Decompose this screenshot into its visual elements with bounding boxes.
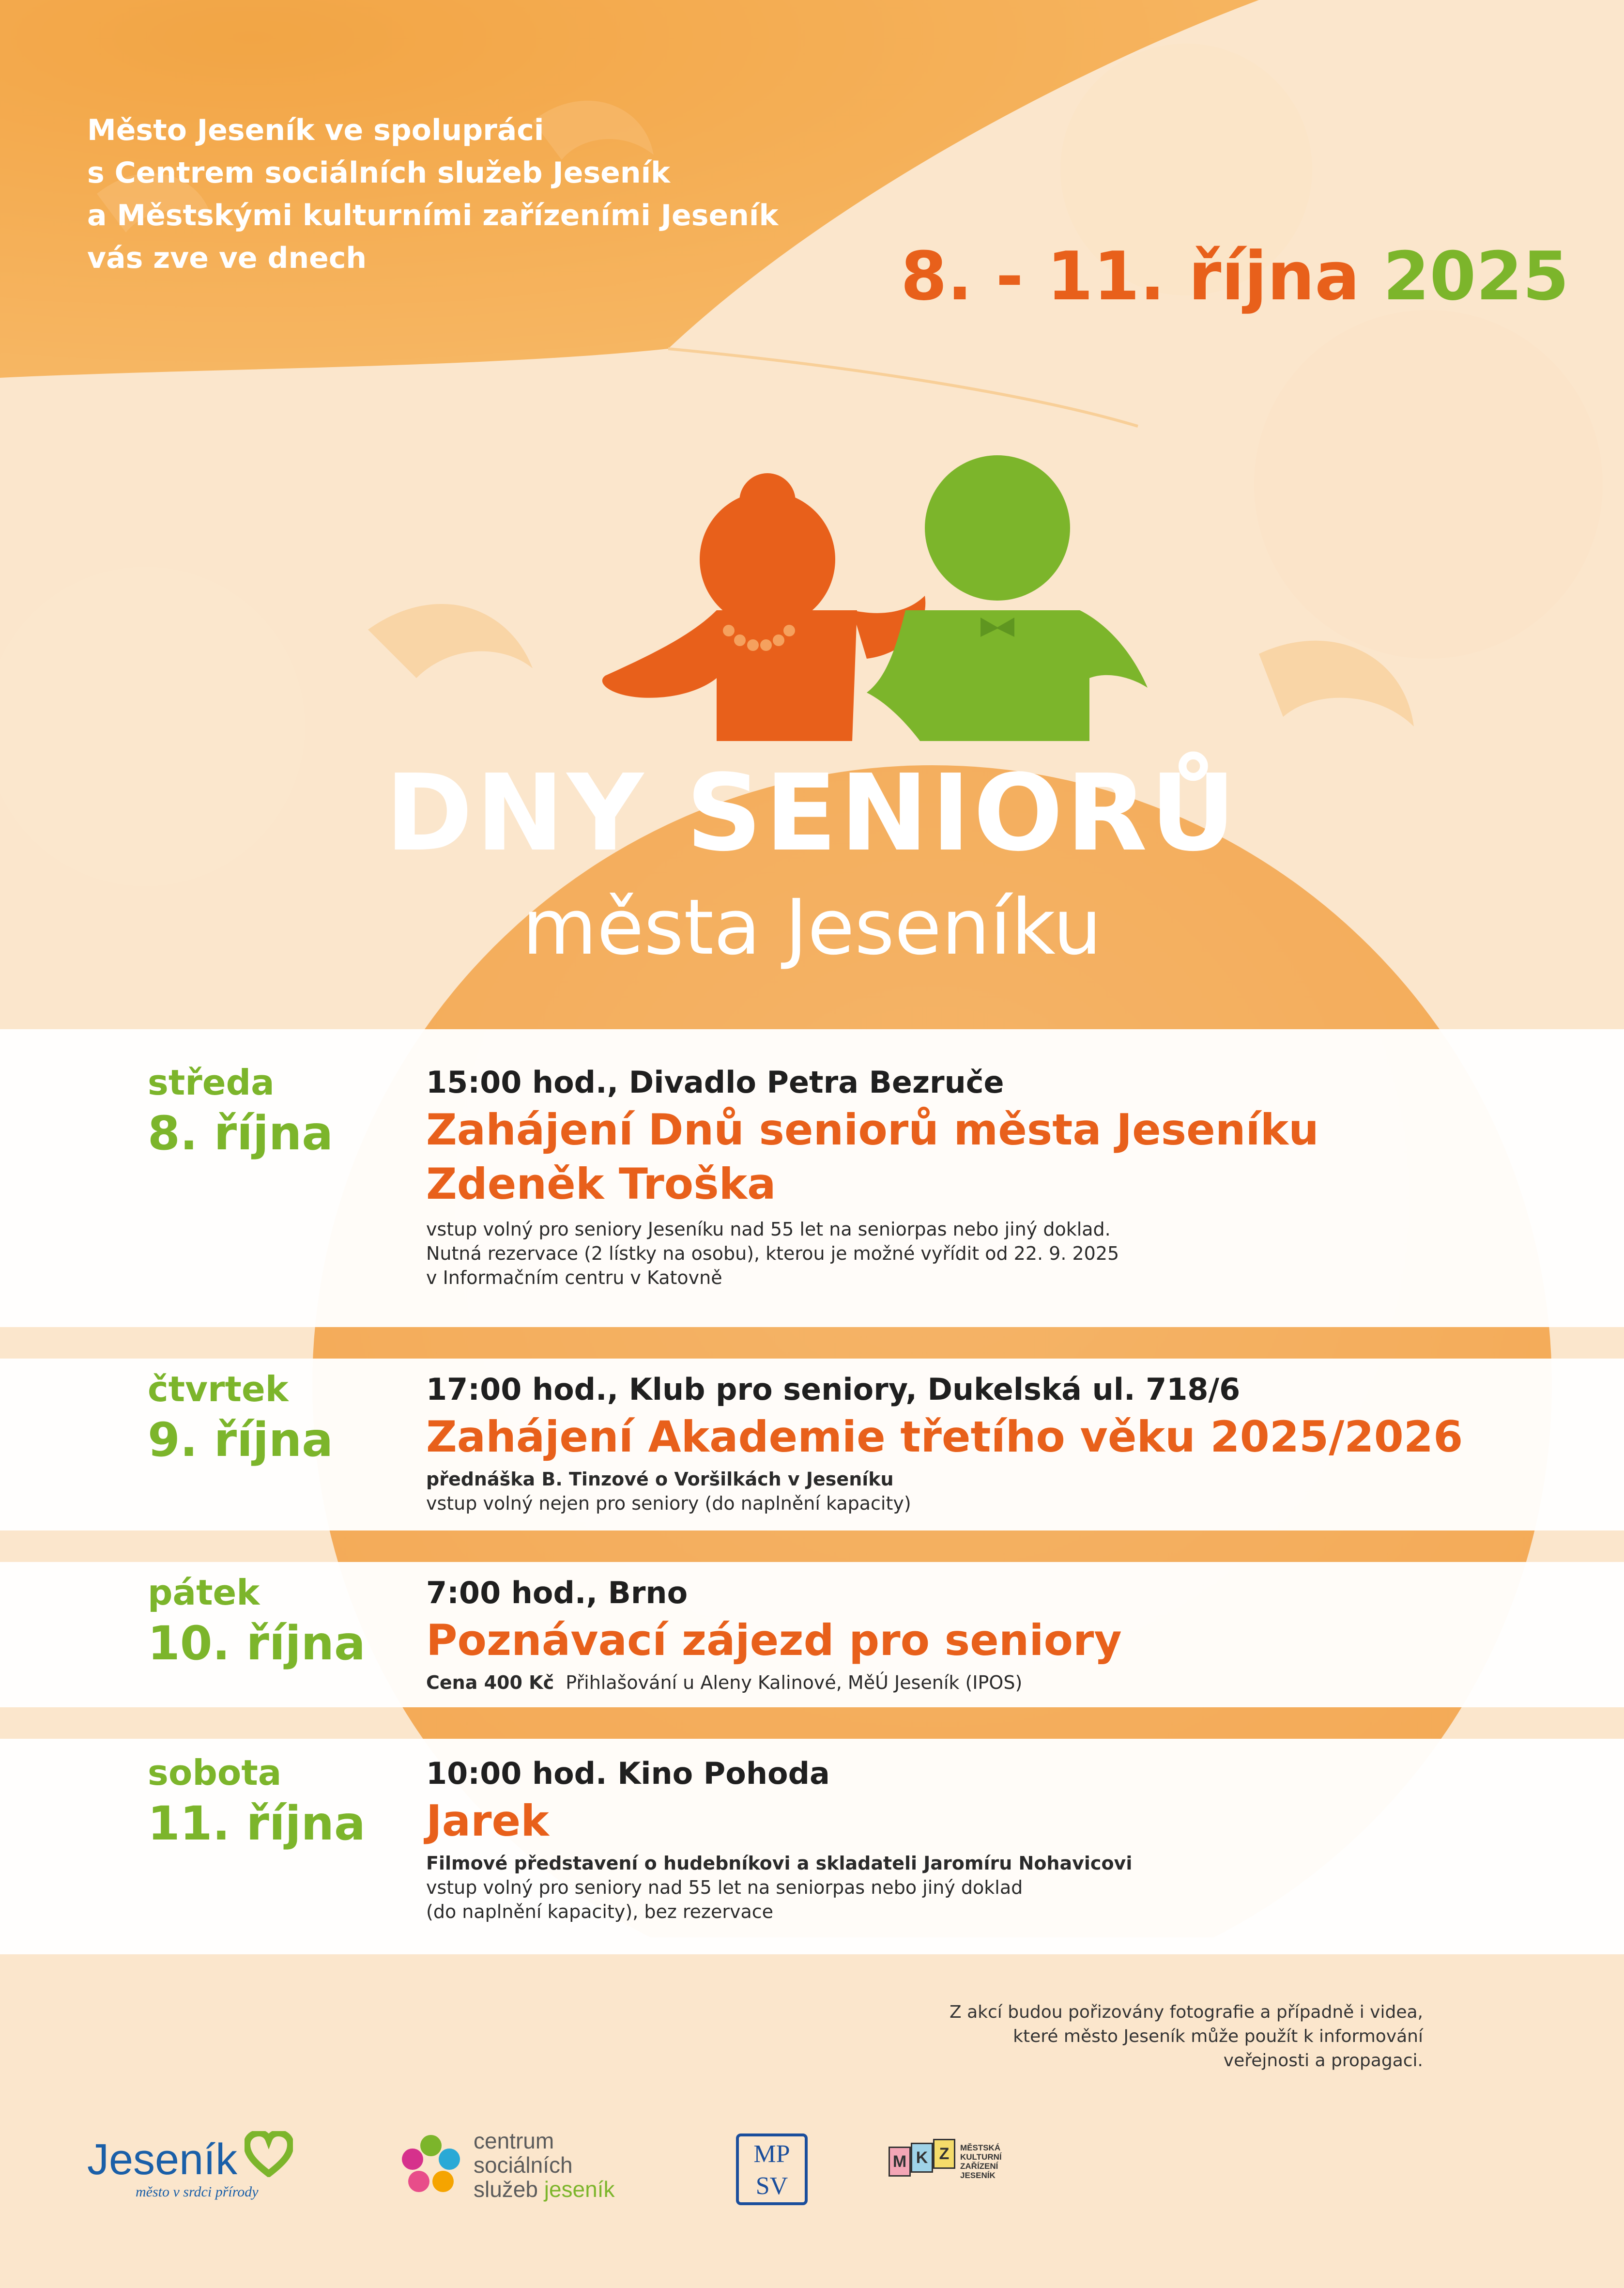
event-band-3 xyxy=(0,1562,1624,1707)
jesenik-logo-tagline: město v srdci přírody xyxy=(136,2184,259,2200)
event-1-time: 15:00 hod., Divadlo Petra Bezruče xyxy=(426,1065,1004,1100)
mkz-line-3: ZAŘÍZENÍ xyxy=(960,2162,998,2171)
jesenik-logo-name: Jeseník xyxy=(87,2135,238,2184)
event-4-note-bold-wrap xyxy=(426,1851,1588,1875)
date-range xyxy=(901,237,1569,315)
mkz-letter-k: K xyxy=(911,2143,933,2173)
main-subtitle: města Jeseníku xyxy=(522,883,1102,972)
event-2-note-1: vstup volný nejen pro seniory (do naplnění kapacity) xyxy=(426,1493,911,1514)
mkz-logo xyxy=(889,2143,1002,2180)
mpsv-logo-box xyxy=(736,2133,808,2205)
css-logo-line-1: centrum xyxy=(474,2128,554,2153)
intro-line-2: s Centrem sociálních služeb Jeseník xyxy=(87,156,671,190)
mpsv-logo-top: MP xyxy=(753,2140,790,2168)
event-1-details xyxy=(426,1062,1588,1290)
main-title: DNY SENIORŮ xyxy=(385,752,1239,875)
event-4-details xyxy=(426,1753,1588,1924)
event-2-details xyxy=(426,1369,1588,1515)
event-3-note-wrap xyxy=(426,1670,1588,1695)
event-4-day-date: 11. října xyxy=(148,1796,366,1851)
css-logo xyxy=(397,2129,615,2201)
event-3-day-name: pátek xyxy=(148,1572,260,1613)
css-logo-line-3b: jeseník xyxy=(544,2177,615,2202)
event-4-day xyxy=(148,1751,366,1853)
disclaimer-line-1: Z akcí budou pořizovány fotografie a případně i videa, xyxy=(950,2002,1423,2022)
event-1-title-line-2: Zdeněk Troška xyxy=(426,1159,776,1209)
event-3-title: Poznávací zájezd pro seniory xyxy=(426,1615,1122,1665)
mkz-letter-m: M xyxy=(889,2147,911,2177)
intro-text xyxy=(87,109,910,279)
event-2-note-bold-wrap xyxy=(426,1467,1588,1491)
event-3-time: 7:00 hod., Brno xyxy=(426,1575,688,1610)
event-2-day xyxy=(148,1367,333,1469)
event-1-note-1: vstup volný pro seniory Jeseníku nad 55 let na seniorpas nebo jiný doklad. xyxy=(426,1219,1111,1240)
event-2-note-bold: přednáška B. Tinzové o Voršilkách v Jeseníku xyxy=(426,1469,894,1490)
event-band-4 xyxy=(0,1739,1624,1954)
mkz-line-2: KULTURNÍ xyxy=(960,2152,1002,2162)
event-band-2 xyxy=(0,1359,1624,1530)
event-2-day-name: čtvrtek xyxy=(148,1369,289,1409)
event-2-time: 17:00 hod., Klub pro seniory, Dukelská ul. 718/6 xyxy=(426,1372,1241,1407)
event-band-1 xyxy=(0,1029,1624,1327)
event-2-day-date: 9. října xyxy=(148,1413,333,1467)
event-1-note-2: Nutná rezervace (2 lístky na osobu), kterou je možné vyřídit od 22. 9. 2025 xyxy=(426,1243,1119,1264)
intro-line-4: vás zve ve dnech xyxy=(87,241,367,275)
mkz-line-4: JESENÍK xyxy=(960,2171,996,2180)
event-4-day-name: sobota xyxy=(148,1752,282,1793)
event-3-note-bold: Cena 400 Kč xyxy=(426,1672,554,1693)
event-3-day xyxy=(148,1571,366,1672)
date-range-year: 2025 xyxy=(1383,237,1569,315)
event-1-day xyxy=(148,1061,333,1162)
event-3-details xyxy=(426,1573,1588,1695)
event-3-note-1: Přihlašování u Aleny Kalinové, MěÚ Jeseník (IPOS) xyxy=(566,1672,1023,1693)
event-4-title: Jarek xyxy=(426,1796,549,1846)
woman-figure xyxy=(602,473,925,741)
event-4-time: 10:00 hod. Kino Pohoda xyxy=(426,1756,830,1791)
css-logo-text xyxy=(474,2129,615,2201)
event-3-day-date: 10. října xyxy=(148,1616,366,1670)
mkz-letter-z: Z xyxy=(933,2139,955,2169)
jesenik-logo xyxy=(87,2131,293,2200)
mkz-logo-letters xyxy=(889,2147,955,2177)
event-1-title-line-1: Zahájení Dnů seniorů města Jeseníku xyxy=(426,1105,1319,1155)
man-figure xyxy=(867,455,1148,741)
intro-line-1: Město Jeseník ve spolupráci xyxy=(87,113,544,147)
css-logo-line-3a: služeb xyxy=(474,2177,538,2202)
mpsv-logo-bottom: SV xyxy=(755,2172,788,2200)
intro-line-3: a Městskými kulturními zařízeními Jeseník xyxy=(87,199,779,232)
disclaimer-line-3: veřejnosti a propagaci. xyxy=(1223,2051,1423,2071)
flower-icon xyxy=(397,2131,465,2199)
css-logo-line-3 xyxy=(474,2177,615,2201)
event-1-note-3: v Informačním centru v Katovně xyxy=(426,1267,722,1288)
event-1-day-date: 8. října xyxy=(148,1106,333,1160)
event-4-note-1: vstup volný pro seniory nad 55 let na seniorpas nebo jiný doklad xyxy=(426,1877,1023,1898)
event-2-title: Zahájení Akademie třetího věku 2025/2026 xyxy=(426,1412,1463,1462)
photo-disclaimer xyxy=(842,2000,1423,2073)
event-4-note-2: (do naplnění kapacity), bez rezervace xyxy=(426,1901,774,1922)
heart-icon xyxy=(245,2131,293,2177)
mpsv-logo xyxy=(736,2133,808,2205)
mkz-line-1: MĚSTSKÁ xyxy=(960,2143,1001,2152)
date-range-days: 8. - 11. října xyxy=(901,237,1360,315)
event-1-day-name: středa xyxy=(148,1062,275,1103)
css-logo-line-2: sociálních xyxy=(474,2152,573,2178)
mkz-logo-text xyxy=(960,2143,1002,2180)
seniors-couple-illustration xyxy=(596,450,1167,741)
event-4-note-bold: Filmové představení o hudebníkovi a skladateli Jaromíru Nohavicovi xyxy=(426,1853,1133,1874)
disclaimer-line-2: které město Jeseník může použít k informování xyxy=(1013,2026,1423,2046)
